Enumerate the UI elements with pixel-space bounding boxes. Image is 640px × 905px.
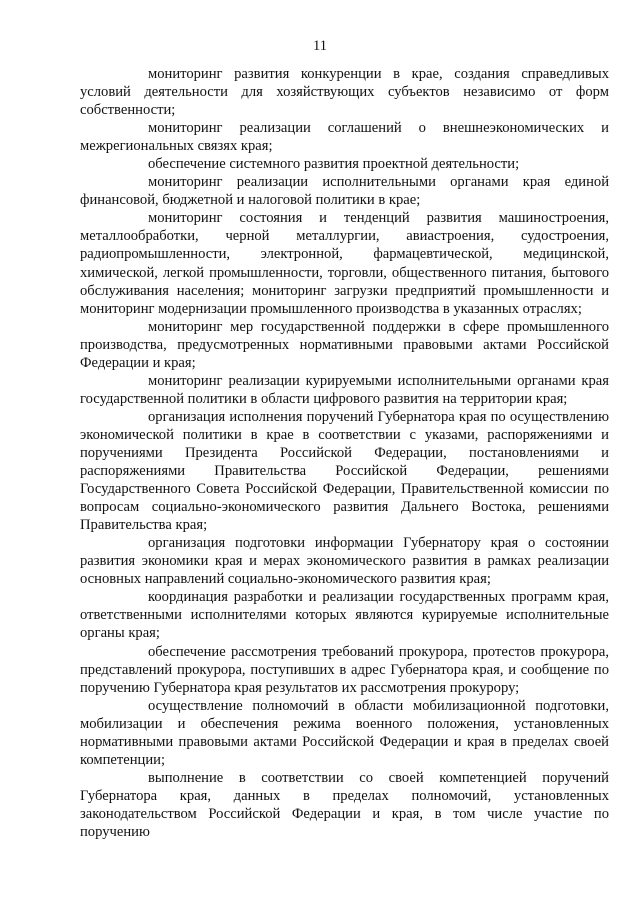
document-body — [80, 65, 609, 841]
paragraph-project-activity: обеспечение системного развития проектной деятельности; — [148, 156, 520, 173]
paragraph-state-programs: координация разработки и реализации государственных программ края, ответственными исполнителями которых являются курируемые исполнительные органы края; — [80, 589, 609, 642]
paragraph-competition-monitoring: мониторинг развития конкуренции в крае, создания справедливых условий деятельности для хозяйствующих субъектов независимо от форм собственности; — [80, 66, 609, 119]
paragraph-instructions-execution: выполнение в соответствии со своей компетенцией поручений Губернатора края, данных в пределах полномочий, установленных законодательством Российской Федерации и края, в том числе участие по поручению — [80, 769, 609, 840]
paragraph-financial-policy: мониторинг реализации исполнительными органами края единой финансовой, бюджетной и налоговой политики в крае; — [80, 174, 609, 209]
paragraph-state-support: мониторинг мер государственной поддержки в сфере промышленного производства, предусмотренных нормативными правовыми актами Российской Федерации и края; — [80, 318, 609, 371]
paragraph-governor-instructions: организация исполнения поручений Губернатора края по осуществлению экономической политики в крае в соответствии с указами, распоряжениями и поручениями Президента Российской Федерации, постановлениями и распоряжениями Правительства Российской Федерации, решениями Государственного Совета Российской Федерации, Правительственной комиссии по вопросам социально-экономического развития Дальнего Востока, решениями Правительства края; — [80, 408, 609, 534]
paragraph-prosecutor-requests: обеспечение рассмотрения требований прокурора, протестов прокурора, представлений прокурора, поступивших в адрес Губернатора края, и сообщение по поручению Губернатора края результатов их рассмотрения прокурору; — [80, 643, 609, 696]
paragraph-agreements-monitoring: мониторинг реализации соглашений о внешнеэкономических и межрегиональных связях края; — [80, 120, 609, 155]
paragraph-mobilization: осуществление полномочий в области мобилизационной подготовки, мобилизации и обеспечения режима военного положения, установленных нормативными правовыми актами Российской Федерации и края в пределах своей компетенции; — [80, 697, 609, 768]
paragraph-information-preparation: организация подготовки информации Губернатору края о состоянии развития экономики края и мерах экономического развития в рамках реализации основных направлений социально-экономического развития края; — [80, 535, 609, 588]
paragraph-digital-development: мониторинг реализации курируемыми исполнительными органами края государственной политики в области цифрового развития на территории края; — [80, 372, 609, 407]
paragraph-industry-monitoring: мониторинг состояния и тенденций развития машиностроения, металлообработки, черной металлургии, авиастроения, судостроения, радиопромышленности, электронной, фармацевтической, медицинской, химической, легкой промышленности, торговли, общественного питания, бытового обслуживания населения; мониторинг загрузки предприятий промышленности и мониторинг модернизации промышленного производства в указанных отраслях; — [80, 210, 609, 317]
page-number: 11 — [313, 38, 327, 54]
